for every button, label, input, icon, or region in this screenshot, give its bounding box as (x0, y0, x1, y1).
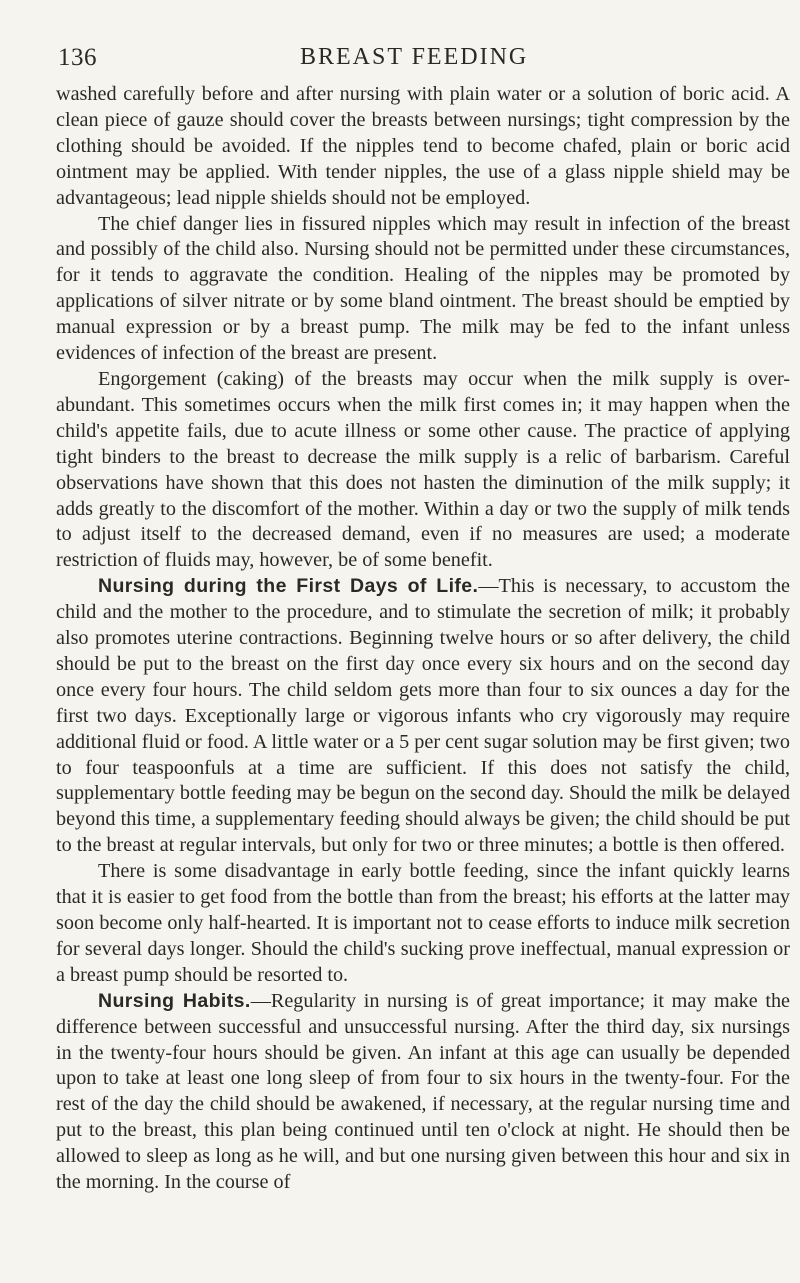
section-heading-nursing-habits: Nursing Habits. (98, 989, 251, 1012)
paragraph-nursing-habits-text: —Regularity in nursing is of great importance; it may make the difference between successful and unsuccessful nursing. After the third day, six nursings in the twenty-four hours should be given. An infant at this age can usually be depended upon to take at least one long sleep of from four to six hours in the twenty-four. For the rest of the day the child should be awakened, if necessary, at the regular nursing time and put to the breast, this plan being continued until ten o'clock at night. He should then be allowed to sleep as long as he will, and but one nursing given between this hour and six in the morning. In the course of (56, 989, 790, 1194)
body-text (56, 82, 790, 1196)
paragraph-bottle-feeding: There is some disadvantage in early bottle feeding, since the infant quickly learns that it is easier to get food from the bottle than from the breast; his efforts at the latter may soon become only half-hearted. It is important not to cease efforts to induce milk secretion for several days longer. Should the child's sucking prove ineffectual, manual expression or a breast pump should be resorted to. (56, 860, 790, 986)
paragraph-first-days-text: —This is necessary, to accustom the child and the mother to the procedure, and to stimulate the secretion of milk; it probably also promotes uterine contractions. Beginning twelve hours or so after delivery, the child should be put to the breast on the first day once every six hours and on the second day once every four hours. The child seldom gets more than four to six ounces a day for the first two days. Exceptionally large or vigorous infants who cry vigorously may require additional fluid or food. A little water or a 5 per cent sugar solution may be first given; two to four teaspoonfuls at a time are sufficient. If this does not satisfy the child, supplementary bottle feeding may be begun on the second day. Should the milk be delayed beyond this time, a supplementary feeding should always be given; the child should be put to the breast at regular intervals, but only for two or three minutes; a bottle is then offered. (56, 575, 791, 857)
paragraph-continuation: washed carefully before and after nursing with plain water or a solution of boric acid. A clean piece of gauze should cover the breasts between nursings; tight compression by the clothing should be avoided. If the nipples tend to become chafed, plain or boric acid ointment may be applied. With tender nipples, the use of a glass nipple shield may be advantageous; lead nipple shields should not be employed. (56, 83, 790, 209)
paragraph-engorgement: Engorgement (caking) of the breasts may occur when the milk supply is over-abundant. This sometimes occurs when the milk first comes in; it may happen when the child's appetite fails, due to acute illness or some other cause. The practice of applying tight binders to the breast to decrease the milk supply is a relic of barbarism. Careful observations have shown that this does not hasten the diminution of the milk supply; it adds greatly to the discomfort of the mother. Within a day or two the supply of milk tends to adjust itself to the decreased demand, even if no measures are used; a moderate restriction of fluids may, however, be of some benefit. (56, 367, 790, 572)
section-heading-first-days: Nursing during the First Days of Life. (98, 575, 479, 598)
paragraph-first-days (56, 574, 790, 859)
paragraph-fissured-nipples: The chief danger lies in fissured nipples which may result in infection of the breast and possibly of the child also. Nursing should not be permitted under these circumstances, for it tends to aggravate the condition. Healing of the nipples may be promoted by applications of silver nitrate or by some bland ointment. The breast should be emptied by manual expression or by a breast pump. The milk may be fed to the infant unless evidences of infection of the breast are present. (56, 212, 790, 365)
running-head: BREAST FEEDING (300, 44, 529, 70)
paragraph-nursing-habits (56, 989, 790, 1196)
page-number: 136 (58, 44, 97, 71)
